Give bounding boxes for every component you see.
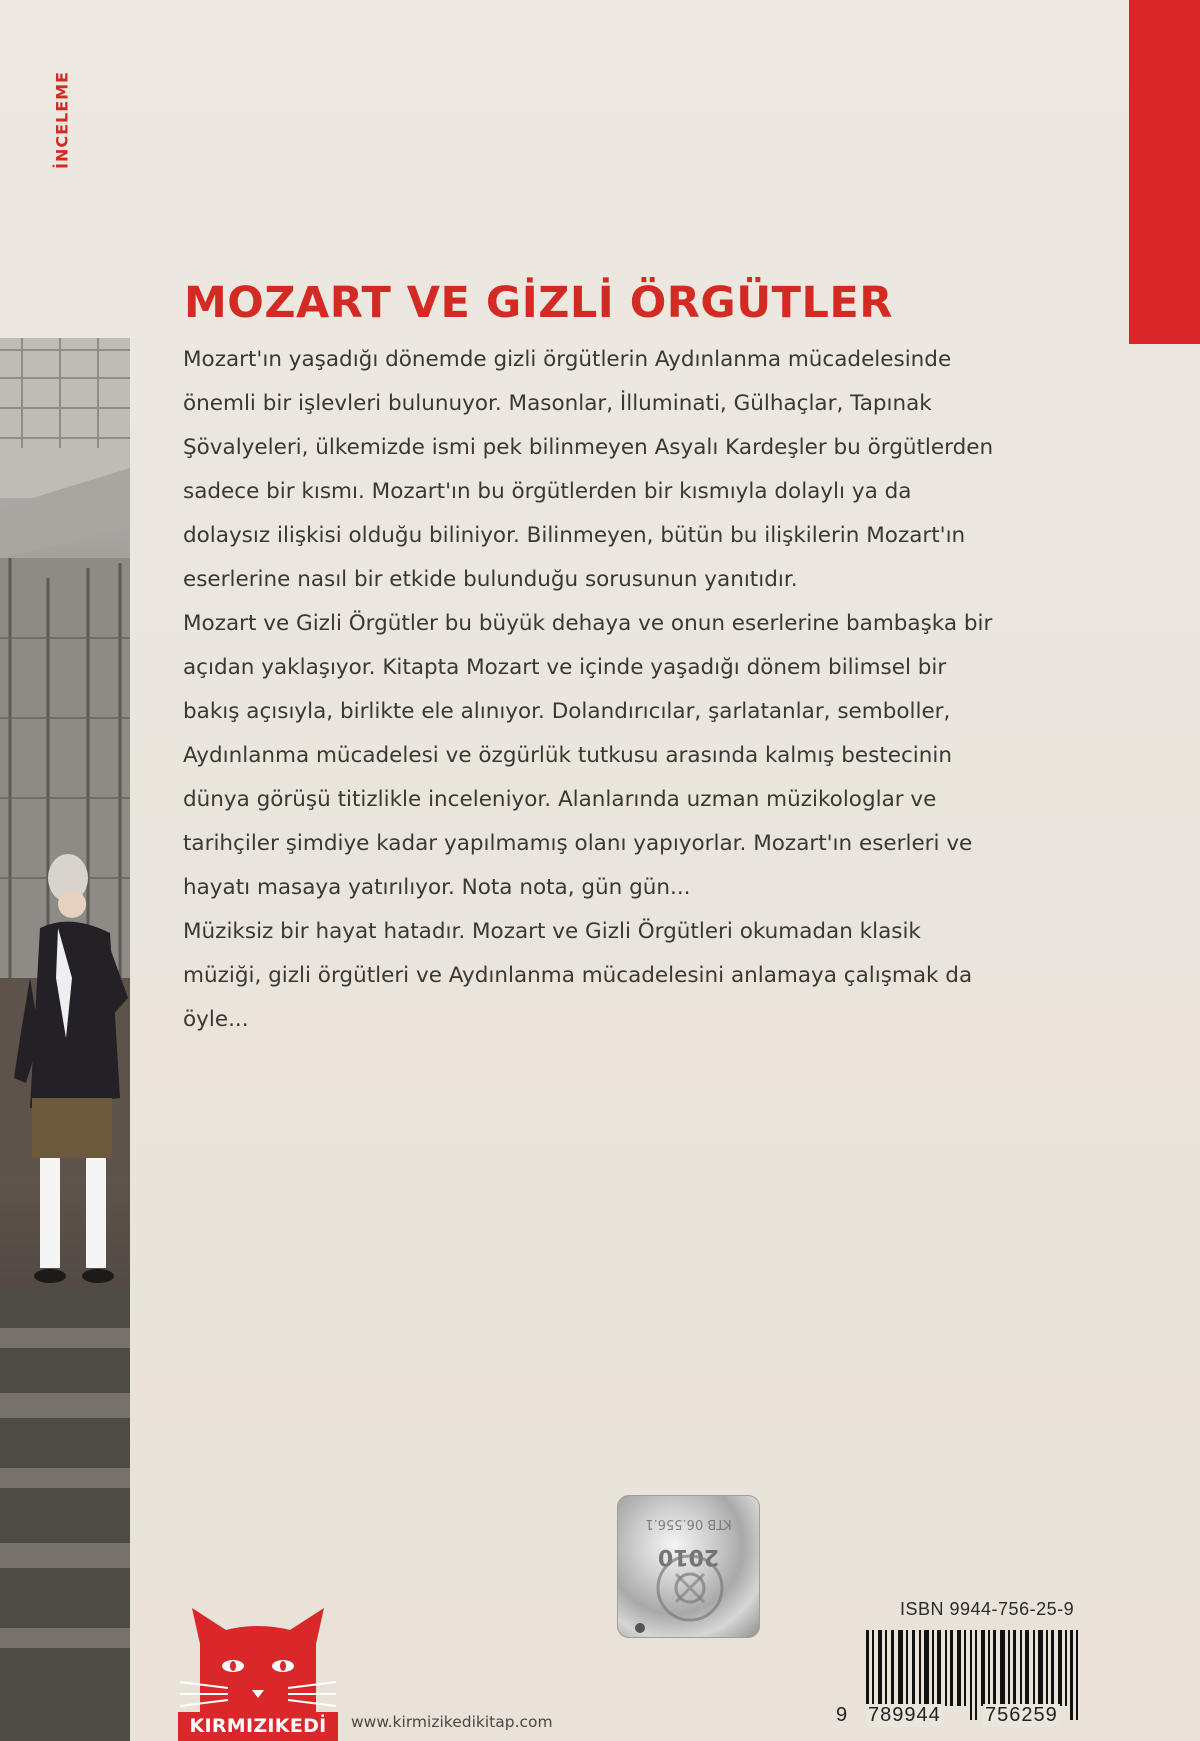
publisher-website[interactable]: www.kirmizikedikitap.com <box>351 1713 553 1731</box>
hologram-year: 2010 <box>657 1544 720 1569</box>
blurb-paragraph: Mozart ve Gizli Örgütler bu büyük dehaya ve onun eserlerine bambaşka bir açıdan yaklaşıyor. Kitapta Mozart ve içinde yaşadığı dönem bilimsel bir bakış açısıyla, birlikte ele alınıyor. Dolandırıcılar, şarlatanlar, semboller, Aydınlanma mücadelesi ve özgürlük tutkusu arasında kalmış bestecinin dünya görüşü titizlikle inceleniyor. Alanlarında uzman müzikologlar ve tarihçiler şimdiye kadar yapılmamış olanı yapıyorlar. Mozart'ın eserleri ve hayatı masaya yatırılıyor. Nota nota, gün gün... <box>183 611 993 900</box>
hologram-seal-icon <box>618 1496 760 1638</box>
blurb-paragraph: Müziksiz bir hayat hatadır. Mozart ve Gizli Örgütleri okumadan klasik müziği, gizli örgütleri ve Aydınlanma mücadelesini anlamaya çalışmak da öyle... <box>183 919 973 1032</box>
isbn-number: ISBN 9944-756-25-9 <box>900 1599 1075 1619</box>
barcode-digits-left: 789944 <box>868 1704 941 1726</box>
category-text: İNCELEME <box>52 71 72 169</box>
barcode-digit-first: 9 <box>836 1704 848 1726</box>
red-accent-bar <box>1129 0 1200 344</box>
blurb-paragraph: Mozart'ın yaşadığı dönemde gizli örgütlerin Aydınlanma mücadelesinde önemli bir işlevleri bulunuyor. Masonlar, İlluminati, Gülhaçlar, Tapınak Şövalyeleri, ülkemizde ismi pek bilinmeyen Asyalı Kardeşler bu örgütlerden sadece bir kısmı. Mozart'ın bu örgütlerden bir kısmıyla dolaylı ya da dolaysız ilişkisi olduğu biliniyor. Bilinmeyen, bütün bu ilişkilerin Mozart'ın eserlerine nasıl bir etkide bulunduğu sorusunun yanıtıdır. <box>183 347 994 592</box>
barcode-digits-right: 756259 <box>985 1704 1058 1726</box>
book-title: MOZART VE GİZLİ ÖRGÜTLER <box>184 278 893 328</box>
blurb-text <box>183 338 1003 1042</box>
mozart-figure-image <box>0 338 130 1741</box>
hologram-stamp-text: KTB 06.556.1 <box>645 1516 732 1531</box>
mozart-photo-strip <box>0 338 130 1741</box>
publisher-name: KIRMIZIKEDİ <box>178 1712 338 1741</box>
hologram-sticker <box>617 1495 760 1638</box>
barcode-digits <box>836 1704 1108 1734</box>
category-label <box>48 68 76 172</box>
